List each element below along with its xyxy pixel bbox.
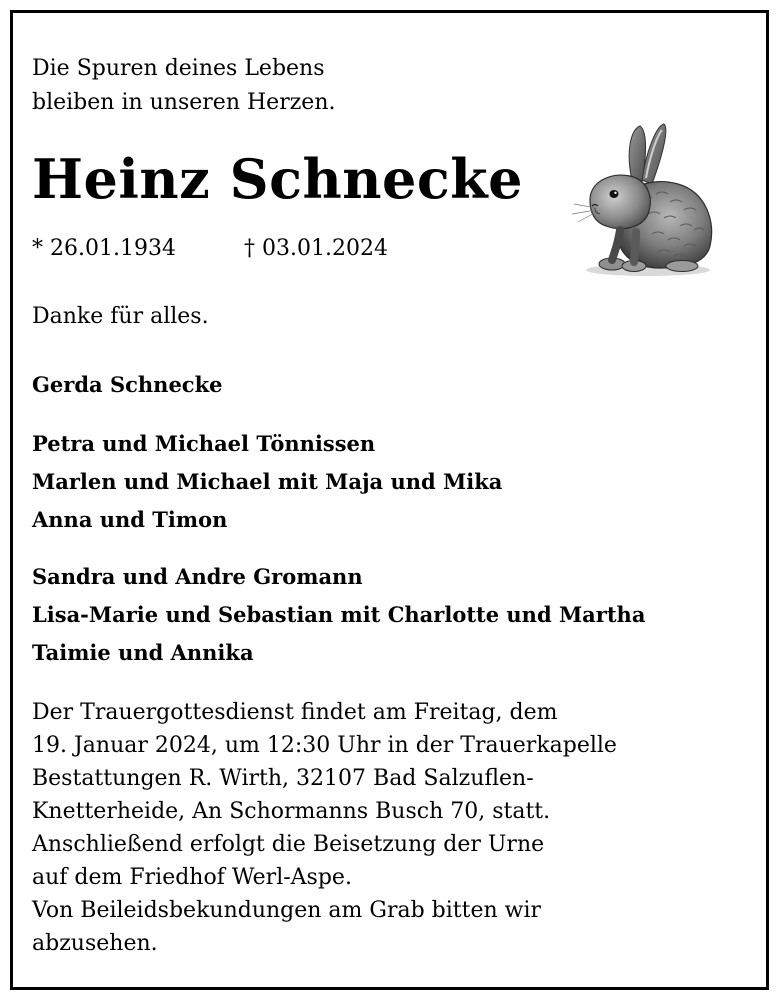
notice-line: Von Beileidsbekundungen am Grab bitten wir [32,898,542,923]
family-group-3 [32,558,645,672]
notice-line: 19. Januar 2024, um 12:30 Uhr in der Trauerkapelle [32,733,617,758]
notice-line: Knetterheide, An Schormanns Busch 70, statt. [32,799,551,824]
family-member: Marlen und Michael mit Maja und Mika [32,469,503,494]
deceased-name: Heinz Schnecke [32,147,524,211]
notice-line: abzusehen. [32,931,158,956]
family-member: Taimie und Annika [32,640,254,665]
notice-line: Anschließend erfolgt die Beisetzung der Urne [32,832,545,857]
family-member: Anna und Timon [32,507,228,532]
motto-line: bleiben in unseren Herzen. [32,90,336,115]
family-member: Lisa-Marie und Sebastian mit Charlotte und Martha [32,602,646,627]
family-member: Gerda Schnecke [32,372,223,397]
motto [32,52,335,120]
funeral-notice [32,696,617,960]
notice-line: auf dem Friedhof Werl-Aspe. [32,865,352,890]
family-member: Petra und Michael Tönnissen [32,431,376,456]
rabbit-icon [560,118,720,280]
notice-line: Der Trauergottesdienst findet am Freitag, dem [32,700,558,725]
family-member: Sandra und Andre Gromann [32,564,363,589]
family-group-1 [32,366,223,404]
life-dates [32,236,388,261]
notice-line: Bestattungen R. Wirth, 32107 Bad Salzuflen- [32,766,534,791]
motto-line: Die Spuren deines Lebens [32,56,325,81]
death-date: † 03.01.2024 [244,236,388,261]
thanks-line: Danke für alles. [32,304,209,329]
birth-date: * 26.01.1934 [32,236,176,261]
family-group-2 [32,425,502,539]
